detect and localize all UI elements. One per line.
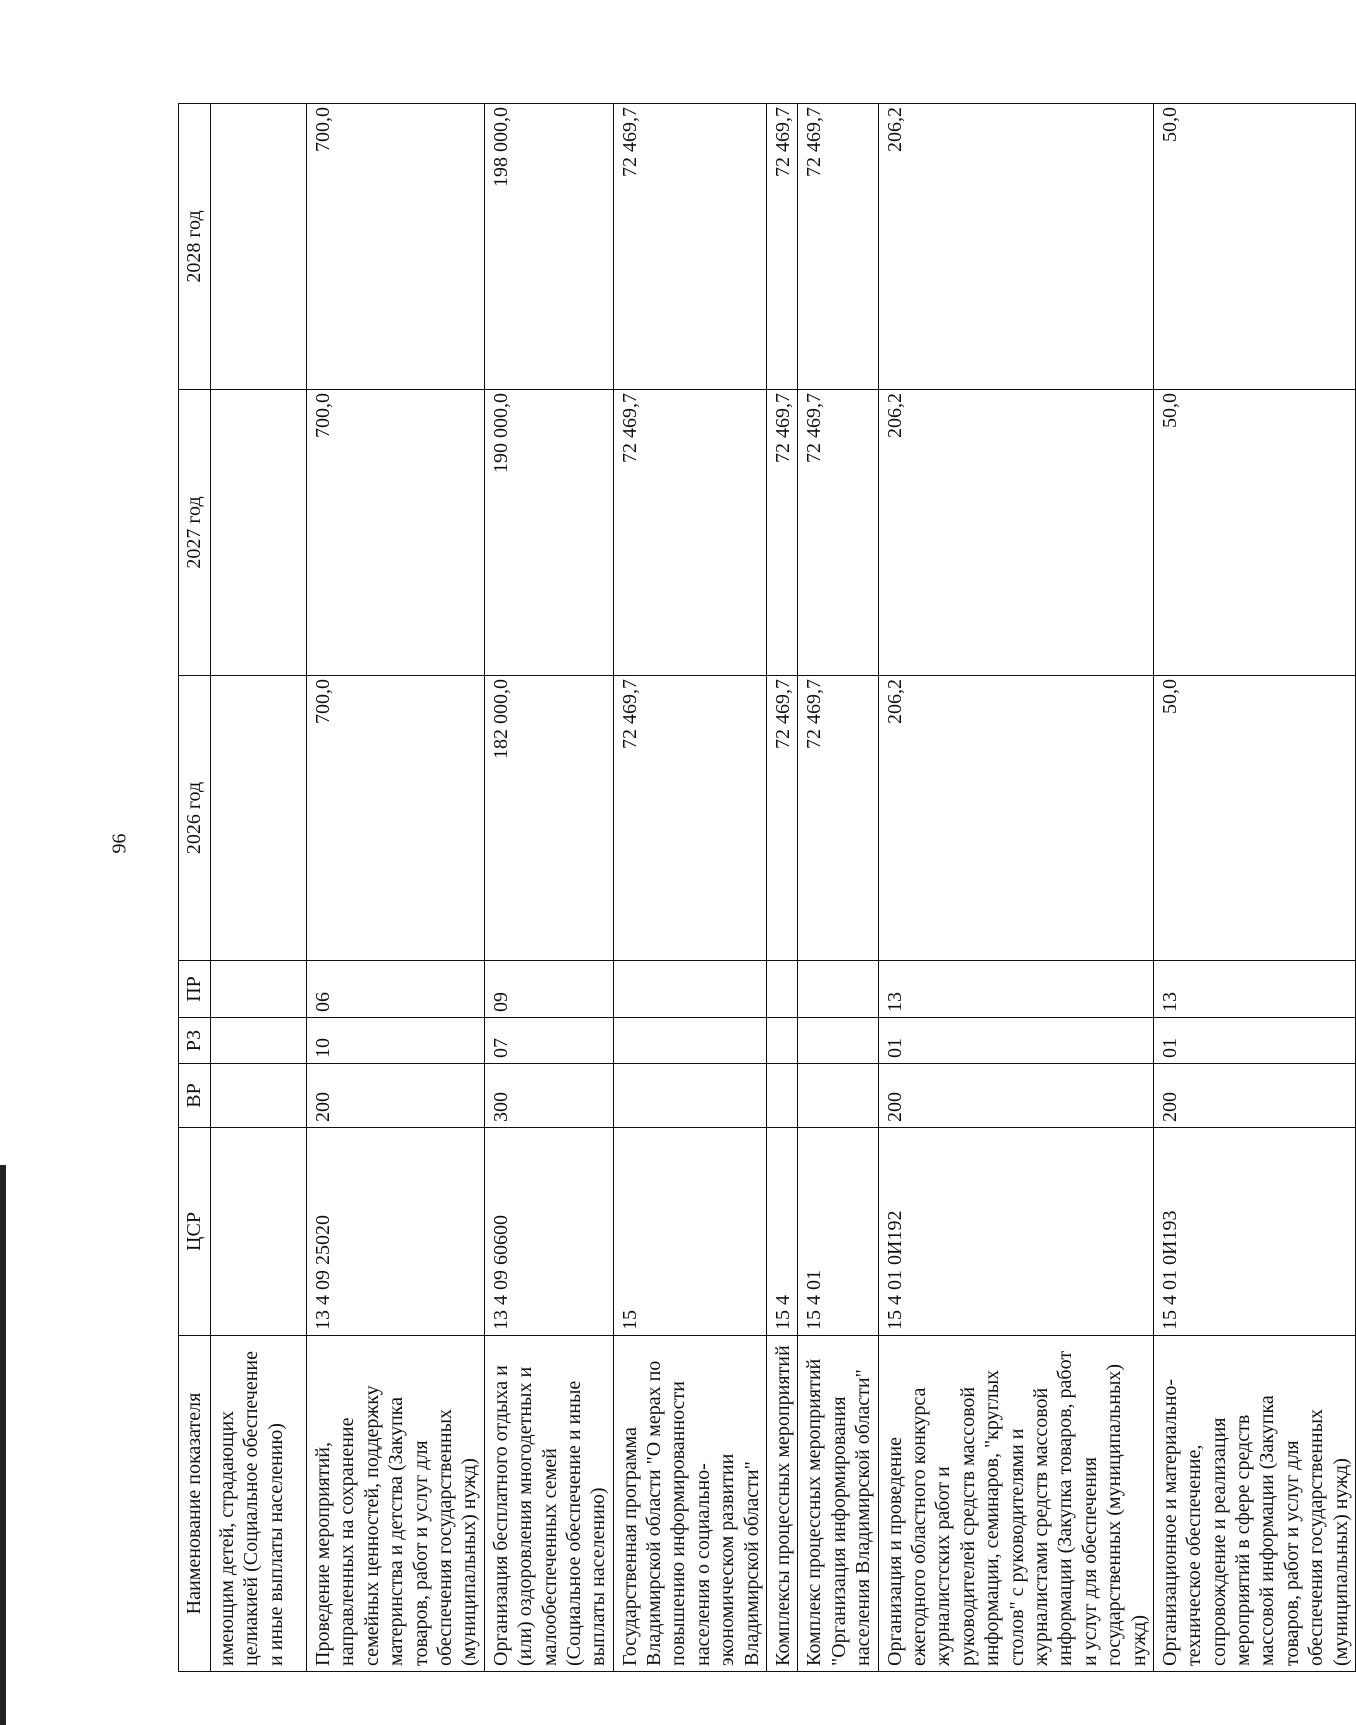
- cell-name: Комплексы процессных мероприятий: [767, 1336, 798, 1672]
- table-row: [767, 104, 798, 1672]
- cell-name: Комплекс процессных мероприятий "Организация информирования населения Владимирской области": [798, 1336, 878, 1672]
- cell-rz: [211, 1018, 307, 1064]
- table-row: [1153, 104, 1355, 1672]
- cell-2026: 72 469,7: [767, 676, 798, 961]
- cell-rz: 01: [878, 1018, 1153, 1064]
- rotated-table-container: [178, 104, 1352, 1672]
- cell-rz: 01: [1153, 1018, 1355, 1064]
- header-vr: ВР: [179, 1064, 211, 1128]
- table-row: [307, 104, 485, 1672]
- cell-2026: [211, 676, 307, 961]
- page-number: 96: [108, 833, 131, 854]
- cell-vr: 200: [1153, 1064, 1355, 1128]
- cell-name: Государственная программа Владимирской области "О мерах по повышению информированности населения о социально-экономическом развитии Владимирской области": [613, 1336, 766, 1672]
- cell-pr: 13: [1153, 961, 1355, 1018]
- cell-rz: 07: [484, 1018, 613, 1064]
- cell-2026: 50,0: [1153, 676, 1355, 961]
- cell-2028: 700,0: [307, 104, 485, 390]
- cell-pr: 13: [878, 961, 1153, 1018]
- header-pr: ПР: [179, 961, 211, 1018]
- cell-csr: [211, 1128, 307, 1336]
- budget-table: [178, 103, 1356, 1672]
- cell-vr: [613, 1064, 766, 1128]
- cell-pr: 06: [307, 961, 485, 1018]
- cell-2027: 50,0: [1153, 390, 1355, 676]
- cell-2026: 206,2: [878, 676, 1153, 961]
- header-2027: 2027 год: [179, 390, 211, 676]
- cell-csr: 15: [613, 1128, 766, 1336]
- table-header-row: [179, 104, 211, 1672]
- cell-vr: [767, 1064, 798, 1128]
- header-csr: ЦСР: [179, 1128, 211, 1336]
- cell-2028: 198 000,0: [484, 104, 613, 390]
- cell-vr: 200: [878, 1064, 1153, 1128]
- cell-2027: 72 469,7: [613, 390, 766, 676]
- cell-2027: 206,2: [878, 390, 1153, 676]
- cell-csr: 15 4 01 0И192: [878, 1128, 1153, 1336]
- cell-2028: [211, 104, 307, 390]
- cell-2026: 182 000,0: [484, 676, 613, 961]
- cell-csr: 15 4 01 0И193: [1153, 1128, 1355, 1336]
- cell-rz: 10: [307, 1018, 485, 1064]
- cell-pr: [798, 961, 878, 1018]
- cell-rz: [613, 1018, 766, 1064]
- cell-vr: 200: [307, 1064, 485, 1128]
- cell-2026: 72 469,7: [613, 676, 766, 961]
- cell-2027: [211, 390, 307, 676]
- cell-2028: 72 469,7: [767, 104, 798, 390]
- header-name: Наименование показателя: [179, 1336, 211, 1672]
- cell-2026: 72 469,7: [798, 676, 878, 961]
- table-row: [798, 104, 878, 1672]
- cell-csr: 13 4 09 25020: [307, 1128, 485, 1336]
- scan-edge-shadow: [0, 1165, 6, 1725]
- cell-csr: 15 4: [767, 1128, 798, 1336]
- cell-rz: [798, 1018, 878, 1064]
- cell-vr: [798, 1064, 878, 1128]
- cell-pr: [767, 961, 798, 1018]
- cell-csr: 13 4 09 60600: [484, 1128, 613, 1336]
- header-2028: 2028 год: [179, 104, 211, 390]
- cell-2027: 700,0: [307, 390, 485, 676]
- cell-name: Проведение мероприятий, направленных на сохранение семейных ценностей, поддержку материнства и детства (Закупка товаров, работ и услуг для обеспечения государственных (муниципальных) нужд): [307, 1336, 485, 1672]
- cell-2028: 206,2: [878, 104, 1153, 390]
- cell-pr: [211, 961, 307, 1018]
- cell-vr: 300: [484, 1064, 613, 1128]
- cell-pr: 09: [484, 961, 613, 1018]
- table-row: [484, 104, 613, 1672]
- cell-name: имеющим детей, страдающих целиакией (Социальное обеспечение и иные выплаты населению): [211, 1336, 307, 1672]
- cell-pr: [613, 961, 766, 1018]
- cell-2027: 72 469,7: [798, 390, 878, 676]
- cell-2027: 72 469,7: [767, 390, 798, 676]
- header-2026: 2026 год: [179, 676, 211, 961]
- cell-csr: 15 4 01: [798, 1128, 878, 1336]
- cell-name: Организация и проведение ежегодного областного конкурса журналистских работ и руководителей средств массовой информации, семинаров, "круглых столов" с руководителями и журналистами средств массовой информации (Закупка товаров, работ и услуг для обеспечения государственных (муниципальных) нужд): [878, 1336, 1153, 1672]
- cell-rz: [767, 1018, 798, 1064]
- table-row: [613, 104, 766, 1672]
- cell-2026: 700,0: [307, 676, 485, 961]
- header-rz: РЗ: [179, 1018, 211, 1064]
- cell-vr: [211, 1064, 307, 1128]
- cell-2028: 72 469,7: [798, 104, 878, 390]
- table-row: [878, 104, 1153, 1672]
- cell-2028: 50,0: [1153, 104, 1355, 390]
- cell-2028: 72 469,7: [613, 104, 766, 390]
- cell-name: Организация бесплатного отдыха и (или) оздоровления многодетных и малообеспеченных семей (Социальное обеспечение и иные выплаты населению): [484, 1336, 613, 1672]
- cell-2027: 190 000,0: [484, 390, 613, 676]
- cell-name: Организационное и материально-техническое обеспечение, сопровождение и реализация мероприятий в сфере средств массовой информации (Закупка товаров, работ и услуг для обеспечения государственных (муниципальных) нужд): [1153, 1336, 1355, 1672]
- table-row: [211, 104, 307, 1672]
